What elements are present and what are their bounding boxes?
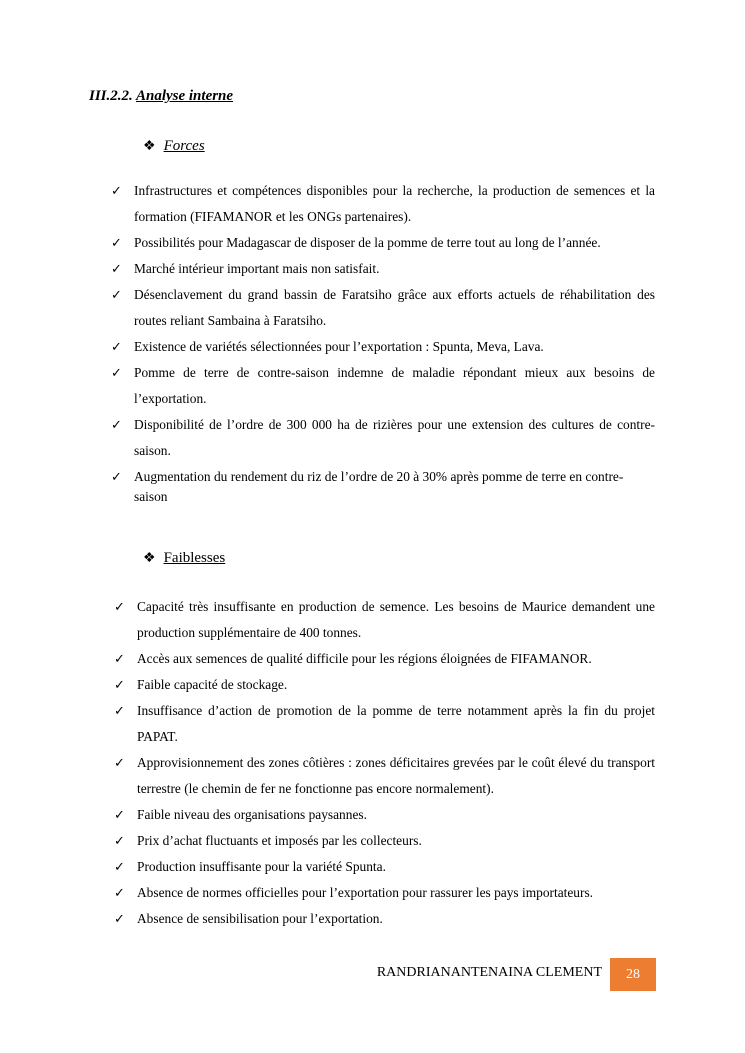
list-item	[114, 594, 655, 646]
list-item-text: Augmentation du rendement du riz de l’ordre de 20 à 30% après pomme de terre en contre-saison	[134, 469, 624, 504]
list-item	[114, 646, 655, 672]
list-item	[114, 906, 655, 932]
list-item	[114, 828, 655, 854]
checkmark-icon: ✓	[111, 417, 122, 432]
diamond-bullet-icon: ❖	[143, 139, 156, 154]
list-item-text: Faible capacité de stockage.	[137, 677, 288, 692]
checkmark-icon: ✓	[114, 755, 125, 770]
list-item	[111, 230, 655, 256]
list-item	[111, 412, 655, 464]
checkmark-icon: ✓	[114, 833, 125, 848]
list-item-text: Accès aux semences de qualité difficile pour les régions éloignées de FIFAMANOR.	[137, 651, 592, 666]
list-item-text: Prix d’achat fluctuants et imposés par les collecteurs.	[137, 833, 422, 848]
list-item	[114, 880, 655, 906]
checkmark-icon: ✓	[114, 599, 125, 614]
list-item	[111, 334, 655, 360]
page-number: 28	[610, 958, 656, 991]
checkmark-icon: ✓	[111, 339, 122, 354]
checkmark-icon: ✓	[114, 677, 125, 692]
list-item	[111, 282, 655, 334]
section-heading	[89, 88, 233, 105]
checkmark-icon: ✓	[114, 859, 125, 874]
section-title: Analyse interne	[135, 88, 234, 104]
list-item-text: Capacité très insuffisante en production de semence. Les besoins de Maurice demandent une production supplémentaire de 400 tonnes.	[137, 599, 655, 640]
checkmark-icon: ✓	[111, 183, 122, 198]
list-item	[114, 854, 655, 880]
list-item-text: Infrastructures et compétences disponibles pour la recherche, la production de semences et la formation (FIFAMANOR et les ONGs partenaires).	[134, 183, 655, 224]
list-item	[114, 698, 655, 750]
checkmark-icon: ✓	[111, 287, 122, 302]
list-item-text: Désenclavement du grand bassin de Faratsiho grâce aux efforts actuels de réhabilitation des routes reliant Sambaina à Faratsiho.	[134, 287, 655, 328]
checkmark-icon: ✓	[114, 807, 125, 822]
diamond-bullet-icon: ❖	[143, 551, 156, 566]
forces-list	[111, 178, 655, 507]
checkmark-icon: ✓	[111, 261, 122, 276]
section-number: III.2.2.	[89, 88, 133, 104]
checkmark-icon: ✓	[111, 235, 122, 250]
forces-title: Forces	[163, 138, 205, 154]
list-item-text: Absence de sensibilisation pour l’exportation.	[137, 911, 383, 926]
list-item	[111, 360, 655, 412]
faiblesses-title: Faiblesses	[163, 550, 226, 566]
list-item-text: Pomme de terre de contre-saison indemne de maladie répondant mieux aux besoins de l’exportation.	[134, 365, 655, 406]
list-item	[111, 178, 655, 230]
list-item-text: Possibilités pour Madagascar de disposer de la pomme de terre tout au long de l’année.	[134, 235, 601, 250]
checkmark-icon: ✓	[111, 365, 122, 380]
checkmark-icon: ✓	[114, 911, 125, 926]
list-item-text: Absence de normes officielles pour l’exportation pour rassurer les pays importateurs.	[137, 885, 594, 900]
list-item-text: Marché intérieur important mais non satisfait.	[134, 261, 380, 276]
faiblesses-heading	[143, 550, 225, 567]
checkmark-icon: ✓	[114, 885, 125, 900]
list-item	[114, 672, 655, 698]
list-item-text: Disponibilité de l’ordre de 300 000 ha de rizières pour une extension des cultures de contre-saison.	[134, 417, 655, 458]
list-item	[111, 256, 655, 282]
forces-heading	[143, 138, 205, 155]
list-item	[111, 464, 655, 507]
footer-author: RANDRIANANTENAINA CLEMENT	[376, 965, 602, 980]
list-item-text: Production insuffisante pour la variété Spunta.	[137, 859, 386, 874]
checkmark-icon: ✓	[114, 703, 125, 718]
list-item	[114, 802, 655, 828]
list-item-text: Faible niveau des organisations paysannes.	[137, 807, 367, 822]
checkmark-icon: ✓	[114, 651, 125, 666]
list-item-text: Existence de variétés sélectionnées pour l’exportation : Spunta, Meva, Lava.	[134, 339, 544, 354]
list-item-text: Approvisionnement des zones côtières : zones déficitaires grevées par le coût élevé du transport terrestre (le chemin de fer ne fonctionne pas encore normalement).	[137, 755, 655, 796]
faiblesses-list	[114, 594, 655, 932]
list-item-text: Insuffisance d’action de promotion de la pomme de terre notamment après la fin du projet PAPAT.	[137, 703, 655, 744]
checkmark-icon: ✓	[111, 469, 122, 484]
list-item	[114, 750, 655, 802]
